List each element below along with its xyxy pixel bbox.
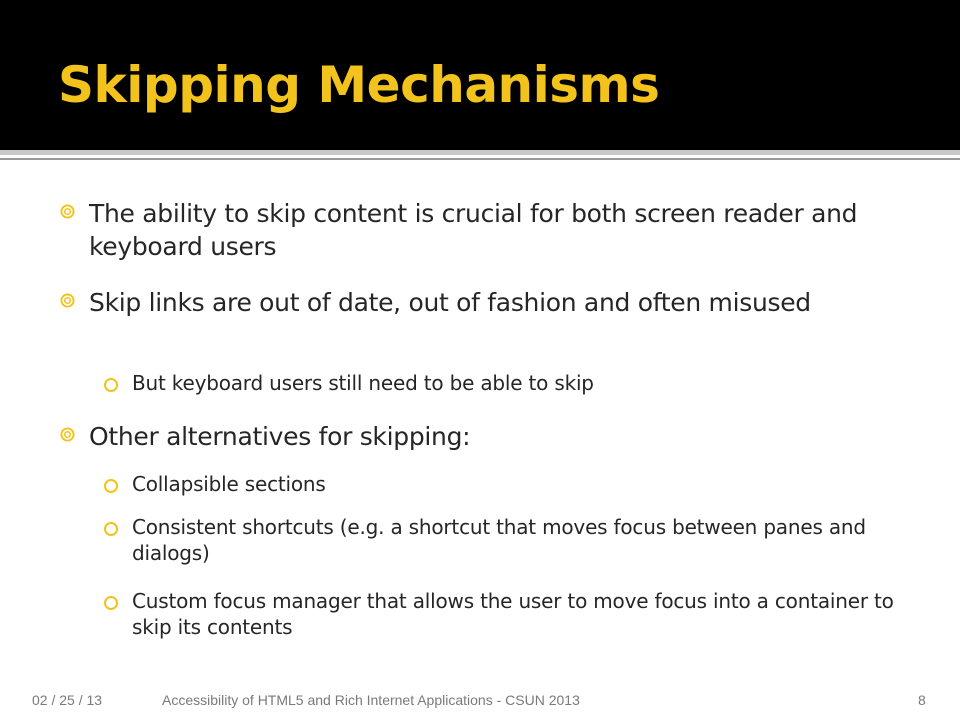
slide-title: Skipping Mechanisms — [58, 56, 660, 114]
sub-bullet-text: But keyboard users still need to be able to skip — [132, 371, 594, 395]
bullet-ring-icon — [60, 204, 75, 219]
bullet-item — [60, 420, 900, 453]
title-divider-shadow — [0, 158, 960, 160]
bullet-ring-icon — [60, 293, 75, 308]
bullet-text: The ability to skip content is crucial for both screen reader and keyboard users — [89, 199, 858, 261]
footer-date: 02 / 25 / 13 — [32, 692, 103, 708]
footer-presentation-title: Accessibility of HTML5 and Rich Internet Applications - CSUN 2013 — [162, 692, 580, 708]
bullet-ring-icon — [60, 427, 75, 442]
sub-bullet-item — [104, 588, 894, 640]
bullet-item — [60, 286, 900, 319]
sub-bullet-item — [104, 471, 894, 497]
footer-page-number: 8 — [918, 692, 926, 708]
sub-bullet-circle-icon — [104, 522, 118, 536]
sub-bullet-text: Custom focus manager that allows the user to move focus into a container to skip its contents — [132, 589, 894, 639]
bullet-item — [60, 197, 900, 263]
sub-bullet-item — [104, 514, 894, 566]
sub-bullet-item — [104, 370, 894, 396]
sub-bullet-circle-icon — [104, 479, 118, 493]
sub-bullet-text: Collapsible sections — [132, 472, 326, 496]
sub-bullet-circle-icon — [104, 596, 118, 610]
title-bar — [0, 0, 960, 150]
sub-bullet-text: Consistent shortcuts (e.g. a shortcut that moves focus between panes and dialogs) — [132, 515, 866, 565]
bullet-text: Other alternatives for skipping: — [89, 422, 471, 451]
bullet-text: Skip links are out of date, out of fashion and often misused — [89, 288, 811, 317]
sub-bullet-circle-icon — [104, 378, 118, 392]
